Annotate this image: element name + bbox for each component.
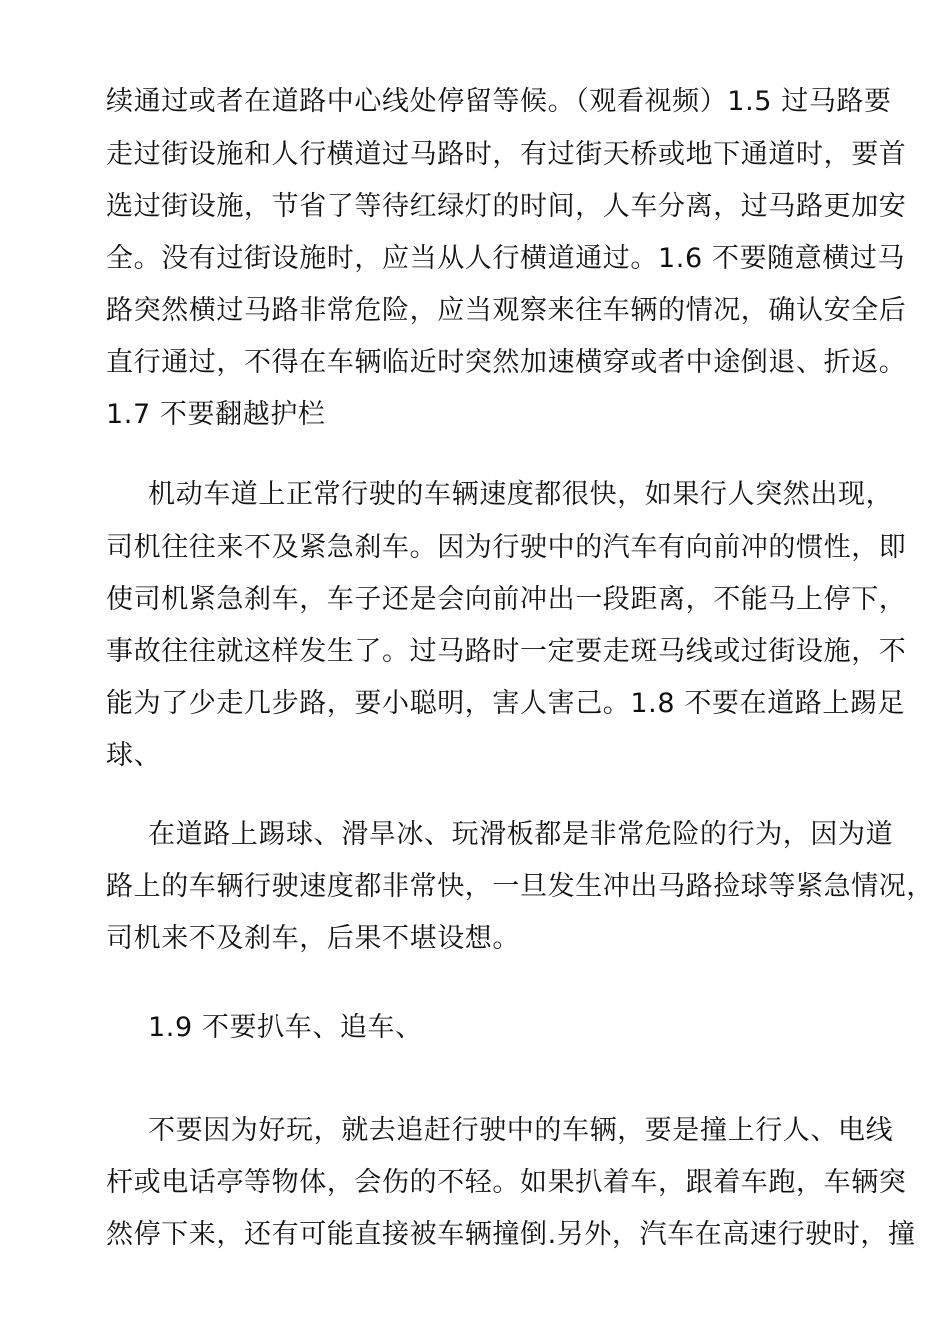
section-heading: 1.9 不要扒车、追车、 [148,1012,423,1043]
text-line: 路突然横过马路非常危险，应当观察来往车辆的情况，确认安全后 [106,295,907,326]
text-line: 全。没有过街设施时，应当从人行横道通过。1.6 不要随意横过马 [106,243,906,274]
text-line: 使司机紧急刹车，车子还是会向前冲出一段距离，不能马上停下， [106,584,907,615]
text-line: 司机来不及刹车，后果不堪设想。 [106,923,520,954]
text-line: 然停下来，还有可能直接被车辆撞倒.另外，汽车在高速行驶时，撞 [106,1219,916,1250]
text-line: 走过街设施和人行横道过马路时，有过街天桥或地下通道时，要首 [106,139,907,170]
text-line: 续通过或者在道路中心线处停留等候。（观看视频）1.5 过马路要 [106,86,892,117]
text-line: 事故往往就这样发生了。过马路时一定要走斑马线或过街设施，不 [106,636,907,667]
text-line: 机动车道上正常行驶的车辆速度都很快，如果行人突然出现， [148,479,894,510]
text-line: 能为了少走几步路，要小聪明，害人害己。1.8 不要在道路上踢足 [106,688,906,719]
text-line: 在道路上踢球、滑旱冰、玩滑板都是非常危险的行为，因为道 [148,819,894,850]
text-line: 选过街设施，节省了等待红绿灯的时间，人车分离，过马路更加安 [106,191,907,222]
text-line: 司机往往来不及紧急刹车。因为行驶中的汽车有向前冲的惯性，即 [106,532,907,563]
text-line: 路上的车辆行驶速度都非常快，一旦发生冲出马路捡球等紧急情况， [106,871,934,902]
text-line: 不要因为好玩，就去追赶行驶中的车辆，要是撞上行人、电线 [148,1115,894,1146]
text-line: 直行通过，不得在车辆临近时突然加速横穿或者中途倒退、折返。 [106,347,907,378]
text-line: 杆或电话亭等物体，会伤的不轻。如果扒着车，跟着车跑，车辆突 [106,1167,907,1198]
section-heading: 1.7 不要翻越护栏 [106,399,326,430]
text-line: 球、 [106,740,162,771]
